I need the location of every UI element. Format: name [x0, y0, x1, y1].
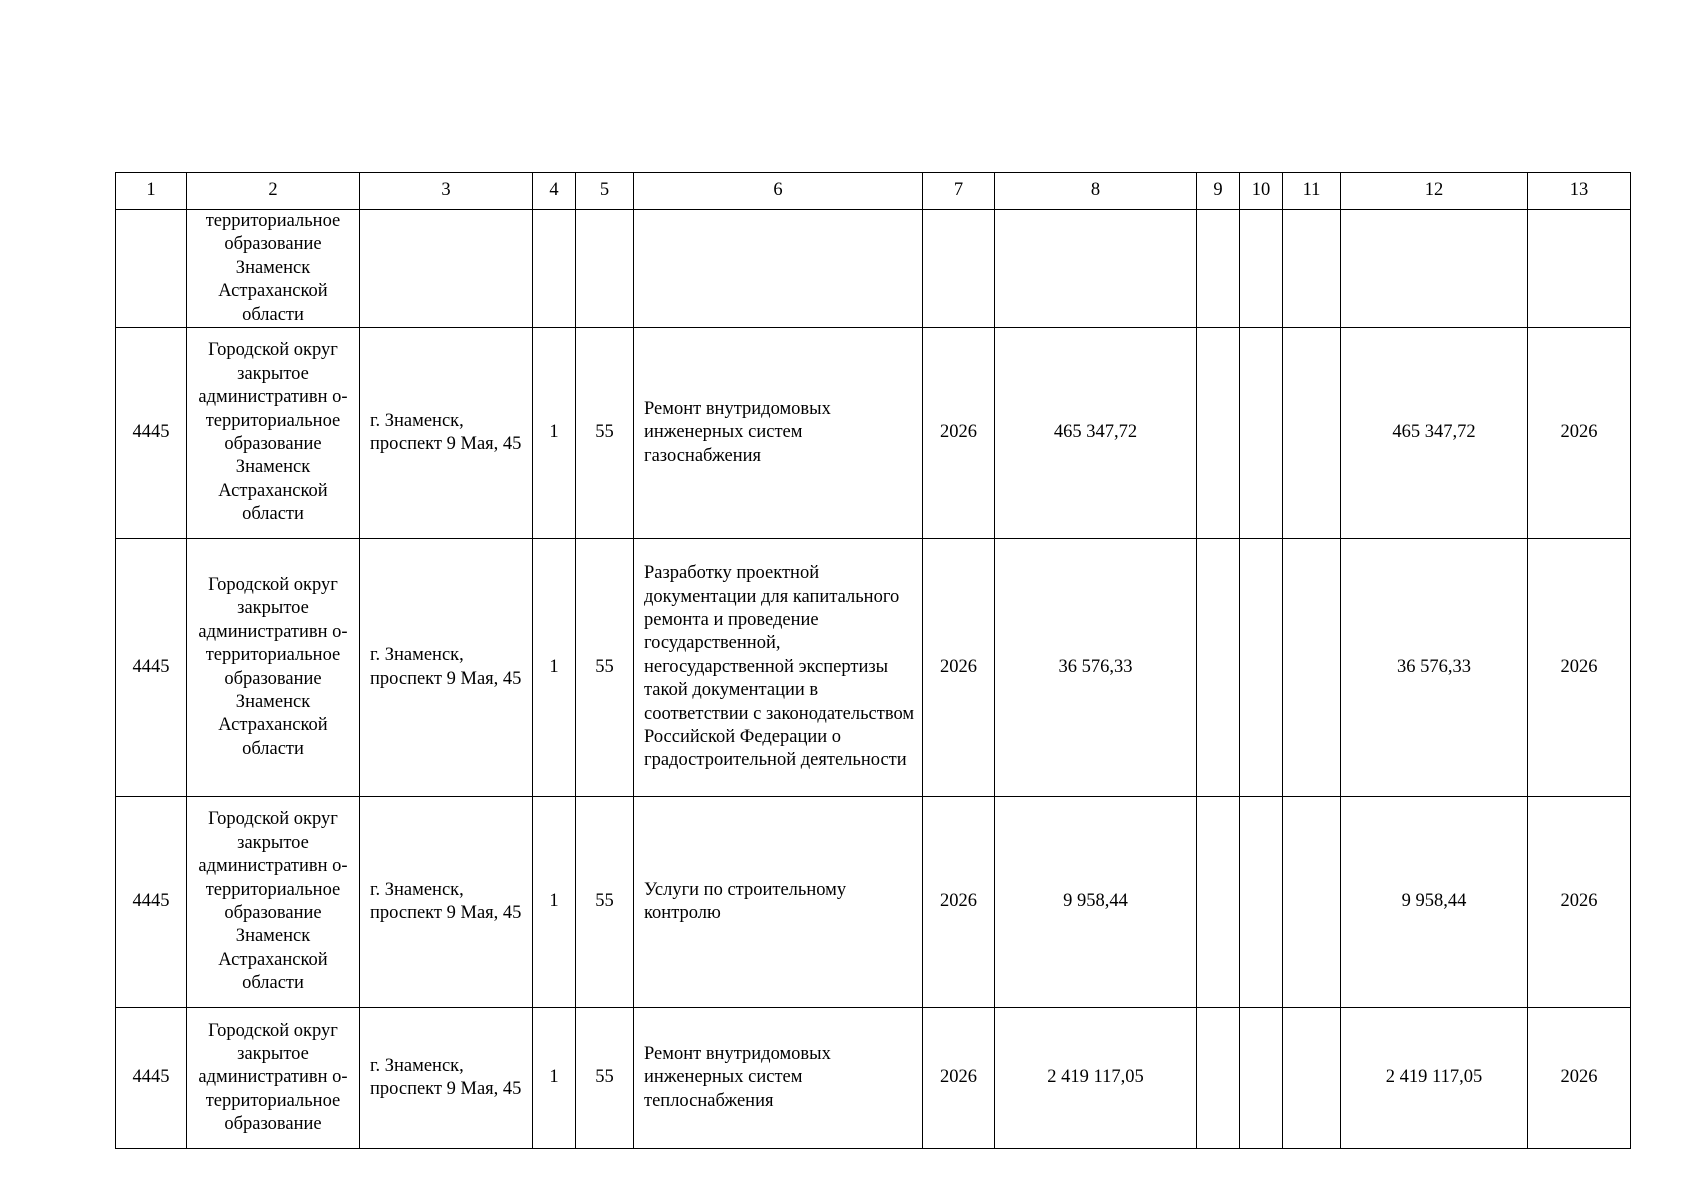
header-cell: 12	[1341, 173, 1528, 210]
municipality-cell: Городской округ закрытое административн о- территориальное образование Знаменск Астраханской области	[187, 539, 360, 797]
row-number-cell: 4445	[116, 1008, 187, 1149]
work-type-cell: Разработку проектной документации для капитального ремонта и проведение государственной, негосударственной экспертизы такой документации в соответствии с законодательством Российской Федерации о градостроительной деятельности	[634, 539, 923, 797]
municipality-cell: Городской округ закрытое административн о- территориальное образование Знаменск Астраханской области	[187, 797, 360, 1008]
col10-cell	[1240, 797, 1283, 1008]
col5-cell: 55	[576, 797, 634, 1008]
col9-cell	[1197, 797, 1240, 1008]
header-cell: 2	[187, 173, 360, 210]
work-type-cell: Услуги по строительному контролю	[634, 797, 923, 1008]
col9-cell	[1197, 539, 1240, 797]
header-cell: 3	[360, 173, 533, 210]
end-year-cell: 2026	[1528, 797, 1631, 1008]
table-row	[116, 1008, 1631, 1149]
row-number-cell: 4445	[116, 328, 187, 539]
table-row	[116, 328, 1631, 539]
col10-cell	[1240, 1008, 1283, 1149]
end-year-cell	[1528, 210, 1631, 328]
address-cell	[360, 210, 533, 328]
end-year-cell: 2026	[1528, 1008, 1631, 1149]
col4-cell: 1	[533, 539, 576, 797]
total-cell: 36 576,33	[1341, 539, 1528, 797]
table-row	[116, 210, 1631, 328]
address-cell: г. Знаменск, проспект 9 Мая, 45	[360, 328, 533, 539]
address-cell: г. Знаменск, проспект 9 Мая, 45	[360, 539, 533, 797]
col10-cell	[1240, 328, 1283, 539]
col4-cell: 1	[533, 797, 576, 1008]
year-cell: 2026	[923, 539, 995, 797]
header-cell: 10	[1240, 173, 1283, 210]
header-cell: 4	[533, 173, 576, 210]
year-cell: 2026	[923, 797, 995, 1008]
row-number-cell: 4445	[116, 797, 187, 1008]
col9-cell	[1197, 1008, 1240, 1149]
municipality-cell: Городской округ закрытое административн о- территориальное образование	[187, 1008, 360, 1149]
col4-cell	[533, 210, 576, 328]
col11-cell	[1283, 797, 1341, 1008]
address-cell: г. Знаменск, проспект 9 Мая, 45	[360, 797, 533, 1008]
col5-cell: 55	[576, 539, 634, 797]
work-type-cell: Ремонт внутридомовых инженерных систем теплоснабжения	[634, 1008, 923, 1149]
total-cell: 465 347,72	[1341, 328, 1528, 539]
municipality-cell: территориальное образование Знаменск Астраханской области	[187, 210, 360, 328]
col11-cell	[1283, 210, 1341, 328]
col4-cell: 1	[533, 328, 576, 539]
row-number-cell: 4445	[116, 539, 187, 797]
header-cell: 9	[1197, 173, 1240, 210]
col5-cell: 55	[576, 328, 634, 539]
year-cell	[923, 210, 995, 328]
table-row	[116, 539, 1631, 797]
address-cell: г. Знаменск, проспект 9 Мая, 45	[360, 1008, 533, 1149]
cost-cell: 9 958,44	[995, 797, 1197, 1008]
col4-cell: 1	[533, 1008, 576, 1149]
col11-cell	[1283, 1008, 1341, 1149]
col5-cell	[576, 210, 634, 328]
col10-cell	[1240, 210, 1283, 328]
municipality-cell: Городской округ закрытое административн о- территориальное образование Знаменск Астраханской области	[187, 328, 360, 539]
end-year-cell: 2026	[1528, 328, 1631, 539]
col11-cell	[1283, 328, 1341, 539]
repair-program-table	[115, 172, 1631, 1149]
cost-cell: 2 419 117,05	[995, 1008, 1197, 1149]
header-cell: 13	[1528, 173, 1631, 210]
col11-cell	[1283, 539, 1341, 797]
total-cell	[1341, 210, 1528, 328]
header-cell: 1	[116, 173, 187, 210]
header-row	[116, 173, 1631, 210]
header-cell: 6	[634, 173, 923, 210]
col10-cell	[1240, 539, 1283, 797]
col9-cell	[1197, 328, 1240, 539]
total-cell: 2 419 117,05	[1341, 1008, 1528, 1149]
row-number-cell	[116, 210, 187, 328]
table-row	[116, 797, 1631, 1008]
year-cell: 2026	[923, 1008, 995, 1149]
work-type-cell: Ремонт внутридомовых инженерных систем газоснабжения	[634, 328, 923, 539]
year-cell: 2026	[923, 328, 995, 539]
header-cell: 5	[576, 173, 634, 210]
end-year-cell: 2026	[1528, 539, 1631, 797]
cost-cell: 465 347,72	[995, 328, 1197, 539]
header-cell: 11	[1283, 173, 1341, 210]
total-cell: 9 958,44	[1341, 797, 1528, 1008]
col9-cell	[1197, 210, 1240, 328]
cost-cell	[995, 210, 1197, 328]
cost-cell: 36 576,33	[995, 539, 1197, 797]
header-cell: 8	[995, 173, 1197, 210]
header-cell: 7	[923, 173, 995, 210]
work-type-cell	[634, 210, 923, 328]
col5-cell: 55	[576, 1008, 634, 1149]
